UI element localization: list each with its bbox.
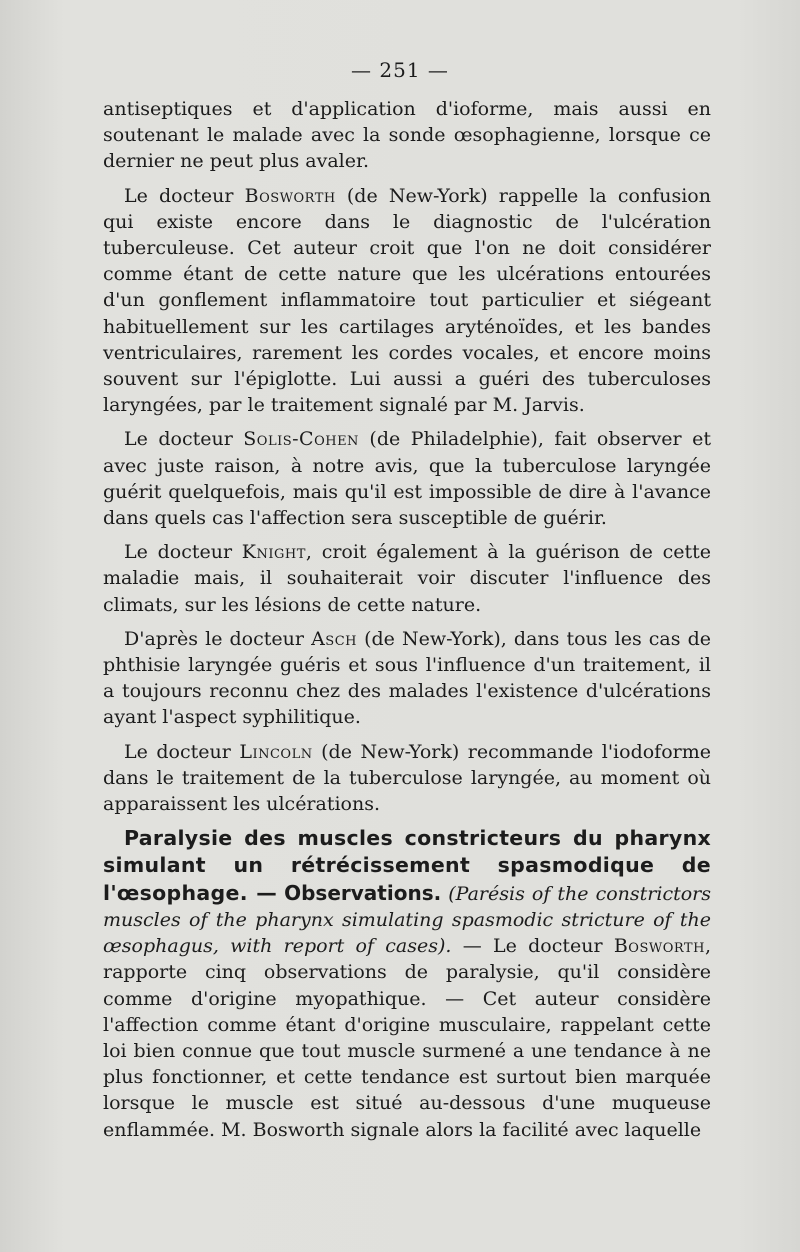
paragraph-text: Le docteur [124,184,245,207]
paragraph-text: Le docteur [124,428,244,451]
paragraph-text: , croit également à la guérison de cette maladie mais, il souhaiterait voir discuter l'influence des climats, sur les lésions de cette nature. [103,541,711,616]
section-subtitle: Observations. [284,880,442,905]
section-title: Paralysie des muscles constricteurs du pharynx simulant un rétrécissement spasmodique de l'œsophage. — [103,826,711,905]
paragraph-text: , rapporte cinq observations de paralysie, qu'il considère comme d'origine myopathique. — Cet auteur considère l'affection comme étant d'origine musculaire, rappelant cette loi bien connue que tout muscle surmené a une tendance à ne plus fonctionner, et cette tendance est surtout bien marquée lorsque le muscle est situé au-dessous d'une muqueuse enflammée. M. Bosworth signale alors la facilité avec laquelle [103,935,711,1141]
paragraph-bosworth [103,183,711,419]
paragraph-text: — Le docteur [451,935,614,958]
english-title: (Parésis of the constrictors muscles of the pharynx simulating spasmodic stricture of the œsophagus, with report of cases). [103,882,711,958]
paragraph-solis-cohen [103,426,711,531]
paragraph-lincoln [103,739,711,818]
paragraph-text: D'après le docteur [124,627,312,650]
body-text [103,96,711,1151]
paragraph-knight [103,539,711,618]
author-name: Asch [311,627,357,650]
paragraph-text: (de New-York) recommande l'iodoforme dans le traitement de la tuberculose laryngée, au moment où apparaissent les ulcérations. [103,740,711,816]
page-number: — 251 — [351,58,449,82]
paragraph-text: (de New-York), dans tous les cas de phthisie laryngée guéris et sous l'influence d'un traitement, il a toujours reconnu chez des malades l'existence d'ulcérations ayant l'aspect syphilitique. [103,627,711,729]
author-name: Lincoln [239,740,313,763]
paragraph-asch [103,626,711,731]
author-name: Knight [241,541,306,564]
paragraph-1: antiseptiques et d'application d'ioforme, mais aussi en soutenant le malade avec la sonde œsophagienne, lorsque ce dernier ne peut plus avaler. [103,98,711,173]
paragraph-text: (de Philadelphie), fait observer et avec juste raison, à notre avis, que la tuberculose laryngée guérit quelquefois, mais qu'il est impossible de dire à l'avance dans quels cas l'affection sera susceptible de guérir. [103,428,711,530]
paragraph-text: Le docteur [124,740,240,763]
section-paralysie [103,825,711,1142]
paragraph-text: Le docteur [124,541,242,564]
author-name: Bosworth [613,935,705,958]
author-name: Solis-Cohen [243,428,359,451]
author-name: Bosworth [244,184,336,207]
paragraph-text: (de New-York) rappelle la confusion qui existe encore dans le diagnostic de l'ulcération tuberculeuse. Cet auteur croit que l'on ne doit considérer comme étant de cette nature que les ulcérations entourées d'un gonflement inflammatoire tout particulier et siégeant habituellement sur les cartilages aryténoïdes, et les bandes ventriculaires, rarement les cordes vocales, et encore moins souvent sur l'épiglotte. Lui aussi a guéri des tuberculoses laryngées, par le traitement signalé par M. Jarvis. [103,184,711,417]
